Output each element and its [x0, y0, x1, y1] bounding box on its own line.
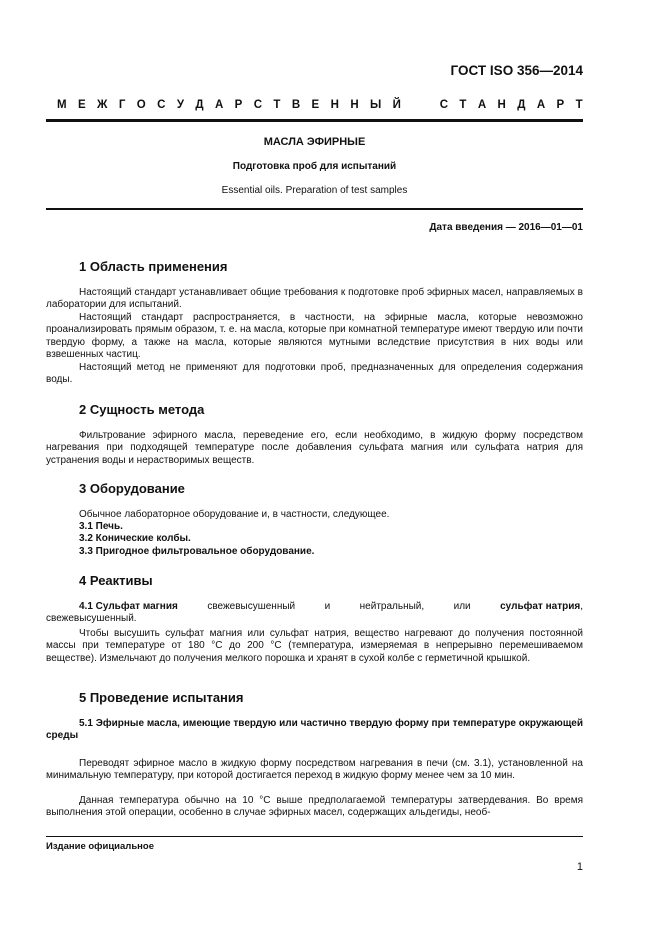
apparatus-item: 3.1 Печь.: [79, 521, 123, 532]
introduction-date: Дата введения — 2016—01—01: [429, 222, 583, 233]
english-title: Essential oils. Preparation of test samples: [221, 185, 408, 196]
reagent-item-continuation: свежевысушенный.: [46, 613, 137, 624]
reagent-name-2: [500, 601, 583, 613]
reagent-item-line: [79, 601, 583, 613]
apparatus-intro: Обычное лабораторное оборудование и, в частности, следующее.: [79, 509, 390, 520]
apparatus-item: 3.3 Пригодное фильтровальное оборудование.: [79, 546, 315, 557]
paragraph: Настоящий стандарт распространяется, в частности, на эфирные масла, которые невозможно проанализировать прямым образом, т. е. на масла, которые при комнатной температуре имеют твердую или почти твердую форму, а также на масла, которые являются мутными вследствие присутствия в них воды или взвешенных частиц.: [46, 312, 583, 361]
reagent-word: или: [453, 601, 471, 612]
banner-letter: А: [536, 99, 546, 111]
banner-letter: Р: [556, 99, 565, 111]
section-heading-apparatus: 3 Оборудование: [79, 481, 185, 496]
banner-letter: А: [477, 99, 487, 111]
banner-letter: Е: [77, 99, 86, 111]
title-separator-rule: [46, 208, 583, 210]
paragraph: Чтобы высушить сульфат магния или сульфат натрия, вещество нагревают до получения постоянной массы при температуре от 180 °С до 200 °С (температура, измеряемая в непрерывно перемешиваемом веществе). Измельчают до получения мелкого порошка и хранят в сухой колбе с герметичной крышкой.: [46, 628, 583, 664]
banner-letter: О: [136, 99, 146, 111]
paragraph: Настоящий метод не применяют для подготовки проб, предназначенных для определения содержания воды.: [46, 362, 583, 386]
standard-type-banner: [57, 99, 583, 111]
banner-letter: Р: [234, 99, 243, 111]
paragraph: Переводят эфирное масло в жидкую форму посредством нагревания в печи (см. 3.1), установленной на минимальную температуру, при которой достигается переход в жидкую форму менее чем за 10 мин.: [46, 758, 583, 782]
banner-letter: Г: [118, 99, 126, 111]
reagent-word: и: [324, 601, 331, 612]
footer-rule: [46, 836, 583, 837]
document-code: ГОСТ ISO 356—2014: [450, 63, 583, 78]
section-heading-scope: 1 Область применения: [79, 259, 228, 274]
banner-letter: С: [253, 99, 263, 111]
document-title: МАСЛА ЭФИРНЫЕ: [263, 136, 366, 148]
page-number: 1: [576, 861, 583, 873]
banner-letter: В: [291, 99, 301, 111]
reagent-name: 4.1 Сульфат магния: [79, 601, 178, 612]
paragraph: Данная температура обычно на 10 °С выше предполагаемой температуры затвердевания. Во время выполнения этой операции, особенно в случае эфирных масел, содержащих альдегиды, необ-: [46, 795, 583, 819]
banner-letter: Н: [330, 99, 339, 111]
paragraph: Настоящий стандарт устанавливает общие требования к подготовке проб эфирных масел, направляемых в лаборатории для испытаний.: [46, 287, 583, 311]
reagent-comma: ,: [580, 601, 583, 612]
subsection-heading: 5.1 Эфирные масла, имеющие твердую или частично твердую форму при температуре окружающей среды: [46, 718, 583, 742]
banner-letter: Ж: [97, 99, 108, 111]
reagent-name-bold: сульфат натрия: [500, 601, 581, 612]
banner-letter: Н: [350, 99, 359, 111]
banner-letter: Й: [392, 99, 401, 111]
banner-letter: У: [176, 99, 184, 111]
official-edition-note: Издание официальное: [46, 841, 154, 852]
banner-letter: Н: [497, 99, 506, 111]
banner-letter: М: [57, 99, 67, 111]
section-heading-procedure: 5 Проведение испытания: [79, 690, 244, 705]
banner-letter: С: [157, 99, 166, 111]
banner-word-gap: [412, 99, 428, 111]
banner-letter: Ы: [370, 99, 382, 111]
paragraph: Фильтрование эфирного масла, переведение его, если необходимо, в жидкую форму посредством нагревания при подходящей температуре после добавления сульфата магния или сульфата натрия для устранения воды и нерастворимых веществ.: [46, 430, 583, 466]
document-subtitle: Подготовка проб для испытаний: [232, 161, 397, 172]
banner-letter: Е: [311, 99, 320, 111]
banner-letter: Т: [459, 99, 467, 111]
apparatus-item: 3.2 Конические колбы.: [79, 533, 191, 544]
banner-letter: Д: [517, 99, 526, 111]
header-thick-rule: [46, 119, 583, 122]
reagent-word: нейтральный,: [359, 601, 425, 612]
section-heading-principle: 2 Сущность метода: [79, 402, 205, 417]
banner-letter: Т: [575, 99, 583, 111]
banner-letter: Т: [273, 99, 281, 111]
section-heading-reagents: 4 Реактивы: [79, 573, 153, 588]
banner-letter: С: [439, 99, 449, 111]
reagent-word: свежевысушенный: [207, 601, 296, 612]
banner-letter: Д: [195, 99, 204, 111]
banner-letter: А: [214, 99, 224, 111]
